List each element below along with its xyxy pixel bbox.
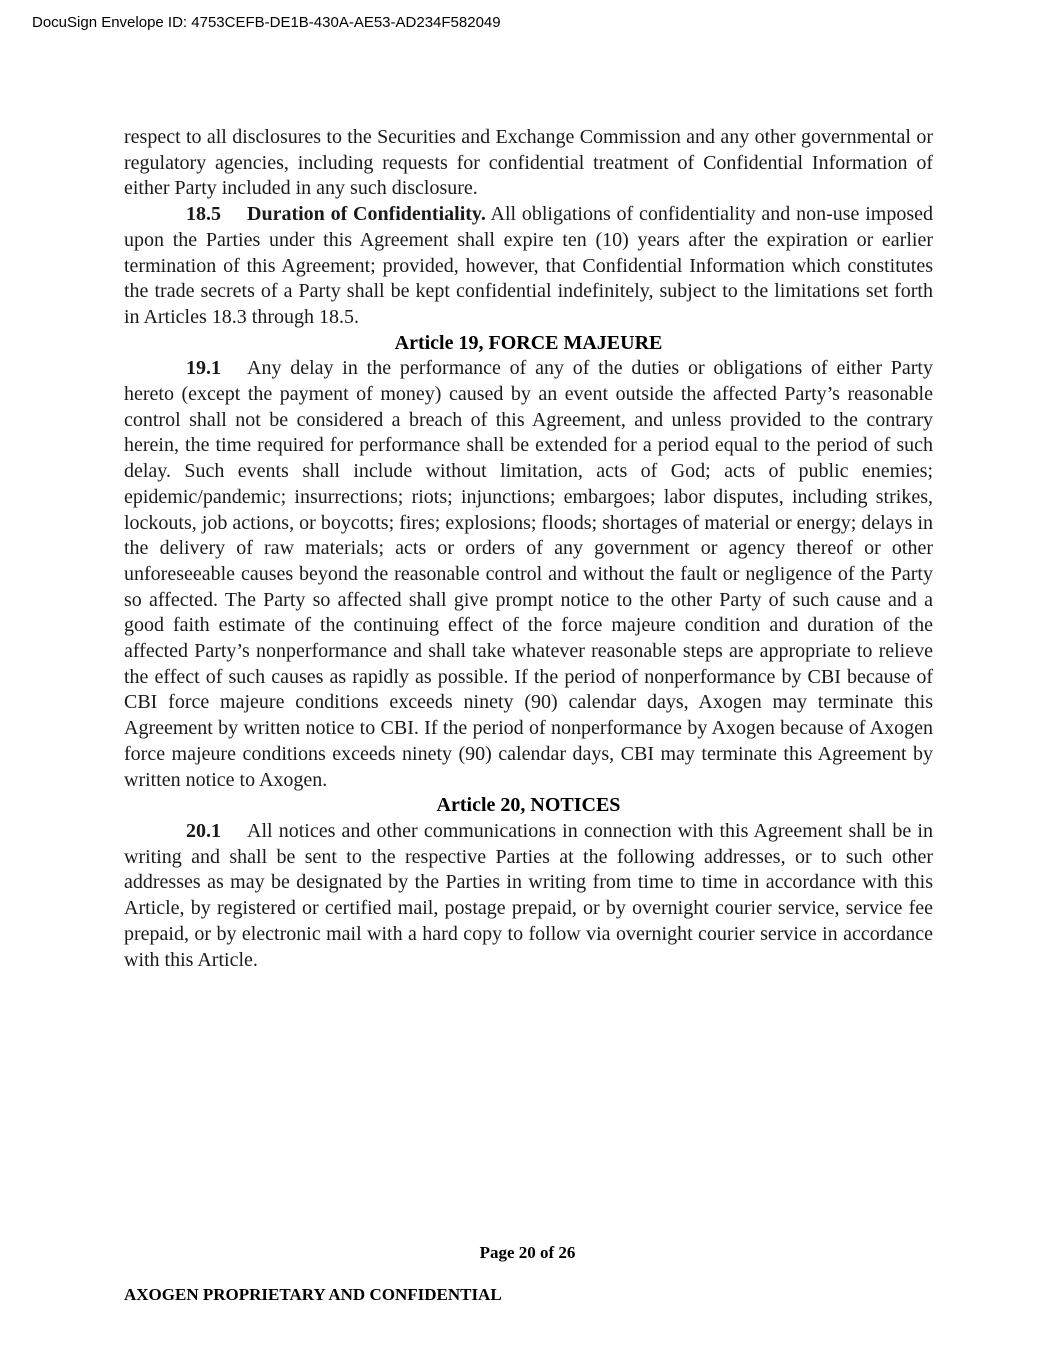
document-body: [124, 125, 933, 973]
section-19-1-body: Any delay in the performance of any of the duties or obligations of either Party hereto (except the payment of money) caused by an event outside the affected Party’s reasonable control shall not be considered a breach of this Agreement, and unless provided to the contrary herein, the time required for performance shall be extended for a period equal to the period of such delay. Such events shall include without limitation, acts of God; acts of public enemies; epidemic/pandemic; insurrections; riots; injunctions; embargoes; labor disputes, including strikes, lockouts, job actions, or boycotts; fires; explosions; floods; shortages of material or energy; delays in the delivery of raw materials; acts or orders of any government or agency thereof or other unforeseeable causes beyond the reasonable control and without the fault or negligence of the Party so affected. The Party so affected shall give prompt notice to the other Party of such cause and a good faith estimate of the continuing effect of the force majeure condition and duration of the affected Party’s nonperformance and shall take whatever reasonable steps are appropriate to relieve the effect of such causes as rapidly as possible. If the period of nonperformance by CBI because of CBI force majeure conditions exceeds ninety (90) calendar days, Axogen may terminate this Agreement by written notice to CBI. If the period of nonperformance by Axogen because of Axogen force majeure conditions exceeds ninety (90) calendar days, CBI may terminate this Agreement by written notice to Axogen.: [124, 357, 933, 791]
section-18-5-body: All obligations of confidentiality and non-use imposed upon the Parties under this Agreement shall expire ten (10) years after the expiration or earlier termination of this Agreement; provided, however, that Confidential Information which constitutes the trade secrets of a Party shall be kept confidential indefinitely, subject to the limitations set forth in Articles 18.3 through 18.5.: [124, 203, 933, 328]
section-20-1-number: 20.1: [186, 819, 221, 842]
page-number-label: Page 20 of 26: [479, 1243, 576, 1262]
section-18-5-title: Duration of Confidentiality.: [247, 203, 486, 226]
section-19-1-number: 19.1: [186, 357, 221, 380]
docusign-envelope-id: DocuSign Envelope ID: 4753CEFB-DE1B-430A-AE53-AD234F582049: [32, 14, 501, 31]
section-20-1-body: All notices and other communications in connection with this Agreement shall be in writing and shall be sent to the respective Parties at the following addresses, or to such other addresses as may be designated by the Parties in writing from time to time in accordance with this Article, by registered or certified mail, postage prepaid, or by overnight courier service, service fee prepaid, or by electronic mail with a hard copy to follow via overnight courier service in accordance with this Article.: [124, 819, 933, 971]
section-18-5-number: 18.5: [186, 203, 221, 226]
footer-confidentiality-label: AXOGEN PROPRIETARY AND CONFIDENTIAL: [124, 1285, 502, 1304]
section-20-1: [124, 819, 933, 973]
article-19-heading: Article 19, FORCE MAJEURE: [394, 331, 663, 354]
article-20-heading: Article 20, NOTICES: [436, 794, 621, 817]
paragraph-continuation: respect to all disclosures to the Securities and Exchange Commission and any other governmental or regulatory agencies, including requests for confidential treatment of Confidential Information of either Party included in any such disclosure.: [124, 126, 933, 200]
section-19-1: [124, 356, 933, 793]
section-18-5: [124, 202, 933, 331]
